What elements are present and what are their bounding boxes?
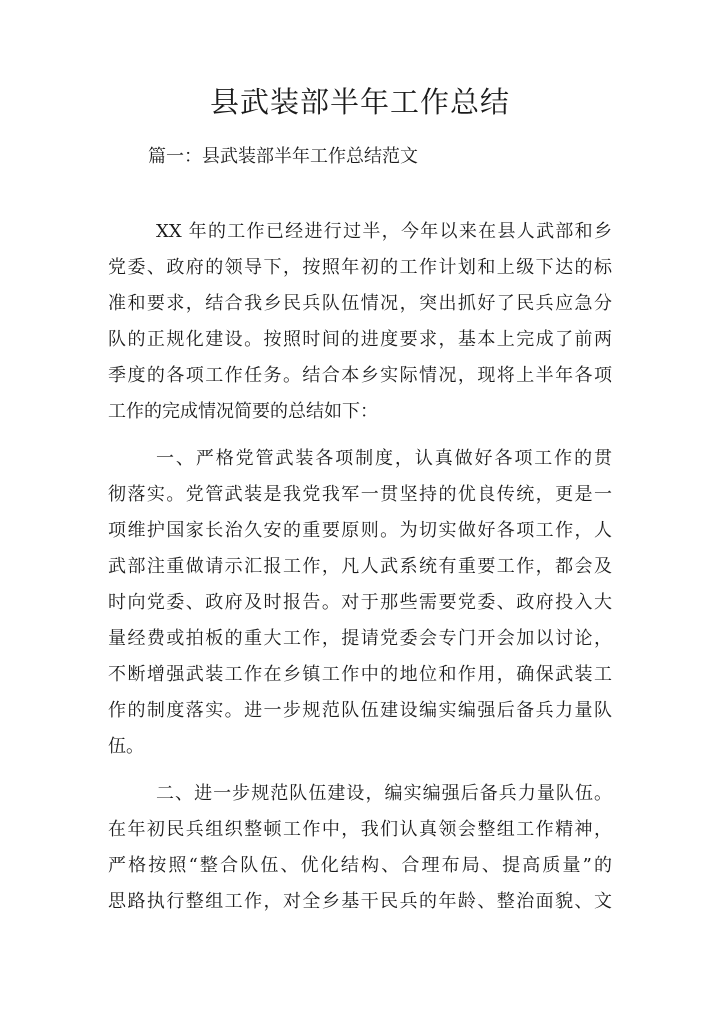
- paragraph-line: 思路执行整组工作，对全乡基干民兵的年龄、整治面貌、文: [108, 891, 612, 912]
- paragraph-line: 项维护国家长治久安的重要原则。为切实做好各项工作，人: [108, 520, 612, 541]
- paragraph-line: 工作的完成情况简要的总结如下：: [108, 401, 378, 422]
- paragraph-line: 严格按照“整合队伍、优化结构、合理布局、提高质量”的: [108, 855, 612, 876]
- paragraph-line: 准和要求，结合我乡民兵队伍情况，突出抓好了民兵应急分: [108, 293, 612, 314]
- paragraph-line: 一、严格党管武装各项制度，认真做好各项工作的贯: [156, 448, 612, 469]
- paragraph-line: 党委、政府的领导下，按照年初的工作计划和上级下达的标: [108, 257, 612, 278]
- paragraph-line: 伍。: [108, 736, 144, 757]
- paragraph-line: 量经费或拍板的重大工作，提请党委会专门开会加以讨论，: [108, 628, 612, 649]
- paragraph-line: 队的正规化建设。按照时间的进度要求，基本上完成了前两: [108, 329, 612, 350]
- paragraph-line: 作的制度落实。进一步规范队伍建设编实编强后备兵力量队: [108, 700, 612, 721]
- paragraph-line: 彻落实。党管武装是我党我军一贯坚持的优良传统，更是一: [108, 484, 612, 505]
- paragraph-line: 时向党委、政府及时报告。对于那些需要党委、政府投入大: [108, 592, 612, 613]
- paragraph-line: 不断增强武装工作在乡镇工作中的地位和作用，确保武装工: [108, 664, 612, 685]
- document-subtitle: 篇一：县武装部半年工作总结范文: [148, 146, 418, 167]
- paragraph-line: 在年初民兵组织整顿工作中，我们认真领会整组工作精神，: [108, 819, 612, 840]
- paragraph-line: 二、进一步规范队伍建设，编实编强后备兵力量队伍。: [156, 783, 612, 804]
- paragraph-line: 季度的各项工作任务。结合本乡实际情况，现将上半年各项: [108, 365, 612, 386]
- paragraph-line: 武部注重做请示汇报工作，凡人武系统有重要工作，都会及: [108, 556, 612, 577]
- document-title: 县武装部半年工作总结: [209, 85, 510, 119]
- paragraph-line: XX 年的工作已经进行过半，今年以来在县人武部和乡: [156, 221, 612, 242]
